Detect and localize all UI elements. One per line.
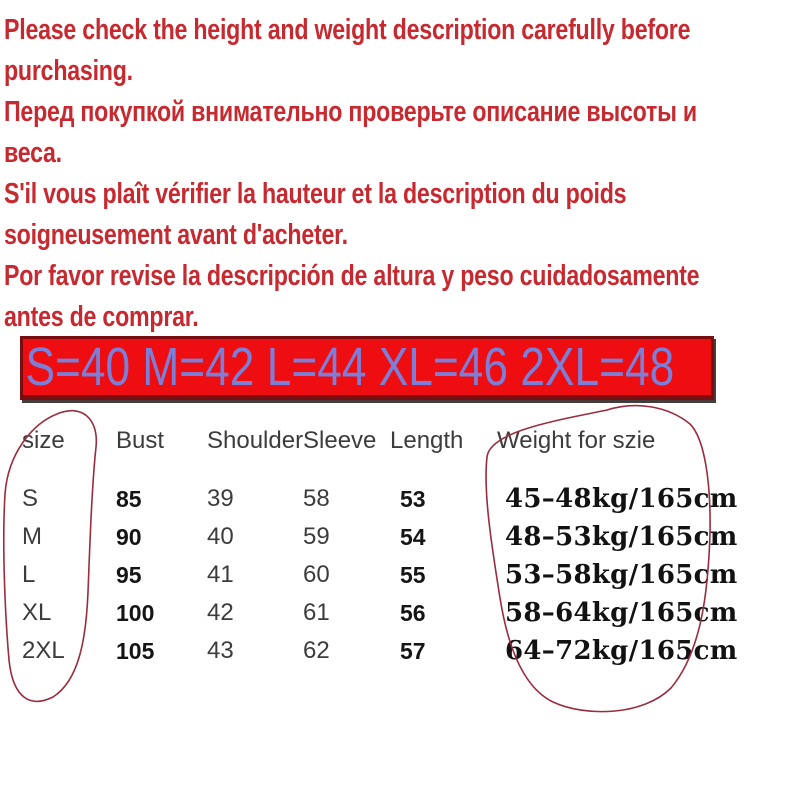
shoulder-cell: 40 xyxy=(207,523,234,550)
length-cell: 55 xyxy=(400,561,426,588)
warning-en-line-1: Please check the height and weight description carefully before xyxy=(4,14,691,46)
table-row-l xyxy=(22,556,782,594)
size-cell: 2XL xyxy=(22,637,65,664)
header-bust: Bust xyxy=(116,427,165,454)
warning-fr-line-1: S'il vous plaît vérifier la hauteur et la description du poids xyxy=(4,178,627,210)
table-row-xl xyxy=(22,594,782,632)
warning-en-line-2: purchasing. xyxy=(4,55,133,87)
length-cell: 54 xyxy=(400,523,426,550)
header-shoulder: Shoulder xyxy=(207,427,304,454)
sleeve-cell: 60 xyxy=(303,561,330,588)
weight-cell: 48–53kg/165cm xyxy=(505,522,738,552)
warning-fr xyxy=(4,174,800,256)
table-row-m xyxy=(22,518,782,556)
sleeve-cell: 61 xyxy=(303,599,330,626)
weight-cell: 58–64kg/165cm xyxy=(505,598,738,628)
warning-es-line-2: antes de comprar. xyxy=(4,301,199,333)
warning-en xyxy=(4,10,800,92)
header-weight: Weight for szie xyxy=(497,427,656,454)
warning-ru-line-1: Перед покупкой внимательно проверьте описание высоты и xyxy=(4,96,697,128)
table-row-s xyxy=(22,480,782,518)
shoulder-cell: 41 xyxy=(207,561,234,588)
warning-ru-line-2: веса. xyxy=(4,137,62,169)
weight-cell: 45–48kg/165cm xyxy=(505,484,738,514)
size-conversion-banner xyxy=(20,336,714,400)
size-cell: S xyxy=(22,485,39,512)
table-header-row xyxy=(22,424,782,458)
header-length: Length xyxy=(390,427,464,454)
bust-cell: 100 xyxy=(116,599,155,626)
shoulder-cell: 42 xyxy=(207,599,234,626)
weight-cell: 53–58kg/165cm xyxy=(505,560,738,590)
sleeve-cell: 59 xyxy=(303,523,330,550)
shoulder-cell: 43 xyxy=(207,637,234,664)
length-cell: 53 xyxy=(400,485,426,512)
header-sleeve: Sleeve xyxy=(303,427,377,454)
size-conversion-text: S=40 M=42 L=44 XL=46 2XL=48 xyxy=(25,337,675,397)
warning-fr-line-2: soigneusement avant d'acheter. xyxy=(4,219,348,251)
length-cell: 56 xyxy=(400,599,426,626)
bust-cell: 105 xyxy=(116,637,155,664)
sleeve-cell: 58 xyxy=(303,485,330,512)
size-cell: M xyxy=(22,523,42,550)
size-cell: L xyxy=(22,561,36,588)
warning-es xyxy=(4,256,800,338)
bust-cell: 95 xyxy=(116,561,142,588)
sleeve-cell: 62 xyxy=(303,637,330,664)
warning-es-line-1: Por favor revise la descripción de altura y peso cuidadosamente xyxy=(4,260,700,292)
size-cell: XL xyxy=(22,599,52,626)
shoulder-cell: 39 xyxy=(207,485,234,512)
size-table xyxy=(22,424,782,670)
warning-ru xyxy=(4,92,800,174)
warning-text-block xyxy=(4,10,800,338)
bust-cell: 85 xyxy=(116,485,142,512)
length-cell: 57 xyxy=(400,637,426,664)
bust-cell: 90 xyxy=(116,523,142,550)
weight-cell: 64–72kg/165cm xyxy=(505,636,738,666)
header-size: size xyxy=(22,427,65,454)
table-row-2xl xyxy=(22,632,782,670)
